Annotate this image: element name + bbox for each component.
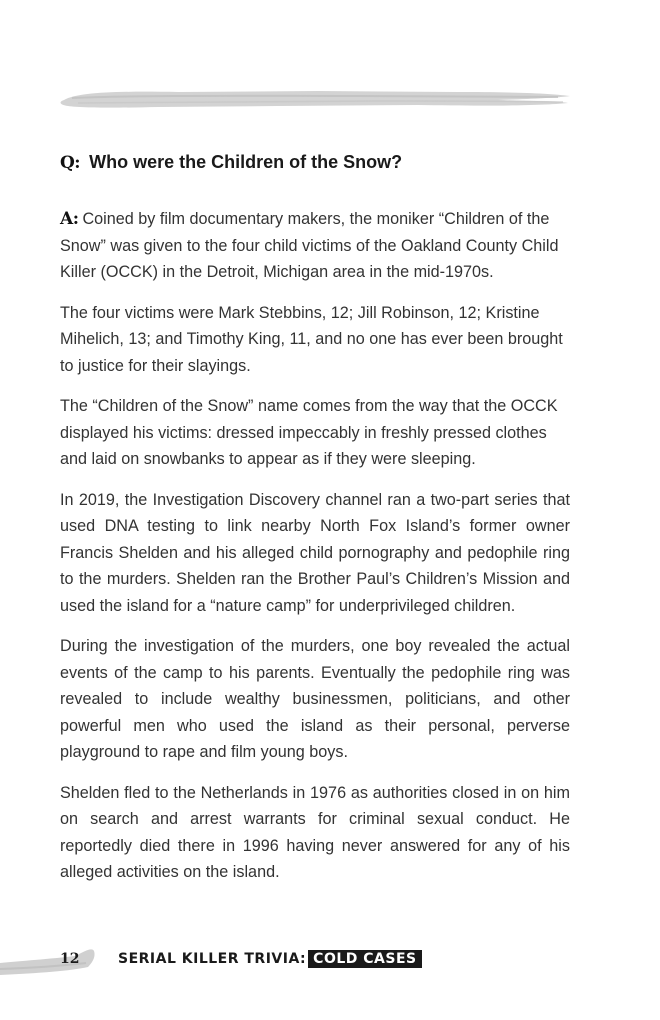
answer-paragraph (60, 206, 570, 286)
answer-paragraph: In 2019, the Investigation Discovery channel ran a two-part series that used DNA testing to link nearby North Fox Island’s former owner Francis Shelden and his alleged child pornography and pedophile ring to the murders. Shelden ran the Brother Paul’s Children’s Mission and used the island for a “nature camp” for underprivileged children. (60, 490, 570, 615)
answer-body (60, 206, 570, 900)
question-label: Q: (60, 153, 81, 173)
answer-paragraph: Shelden fled to the Netherlands in 1976 as authorities closed in on him on search and arrest warrants for criminal sexual conduct. He reportedly died there in 1996 having never answered for any of his alleged activities on the island. (60, 783, 570, 881)
answer-paragraph-text: Coined by film documentary makers, the moniker “Children of the Snow” was given to the four child victims of the Oakland County Child Killer (OCCK) in the Detroit, Michigan area in the mid-1970s. (60, 210, 559, 281)
book-subtitle: COLD CASES (308, 950, 421, 968)
answer-paragraph: The “Children of the Snow” name comes from the way that the OCCK displayed his victims: dressed impeccably in freshly pressed clothes and laid on snowbanks to appear as if they were sleeping. (60, 397, 558, 468)
brush-stroke-decoration (58, 84, 574, 114)
page-number: 12 (60, 951, 80, 967)
question-heading (60, 150, 580, 175)
answer-paragraph: The four victims were Mark Stebbins, 12; Jill Robinson, 12; Kristine Mihelich, 13; and Timothy King, 11, and no one has ever been brought to justice for their slayings. (60, 303, 563, 375)
footer-brush-decoration (0, 941, 100, 981)
book-title: SERIAL KILLER TRIVIA: (118, 951, 307, 967)
answer-paragraph: During the investigation of the murders, one boy revealed the actual events of the camp to his parents. Eventually the pedophile ring was revealed to include wealthy businessmen, politicians, and other powerful men who used the island as their personal, perverse playground to rape and film young boys. (60, 637, 570, 761)
running-footer-title (118, 950, 422, 968)
page-footer (0, 935, 660, 985)
question-text: Who were the Children of the Snow? (89, 152, 403, 172)
answer-label: A: (60, 209, 79, 229)
